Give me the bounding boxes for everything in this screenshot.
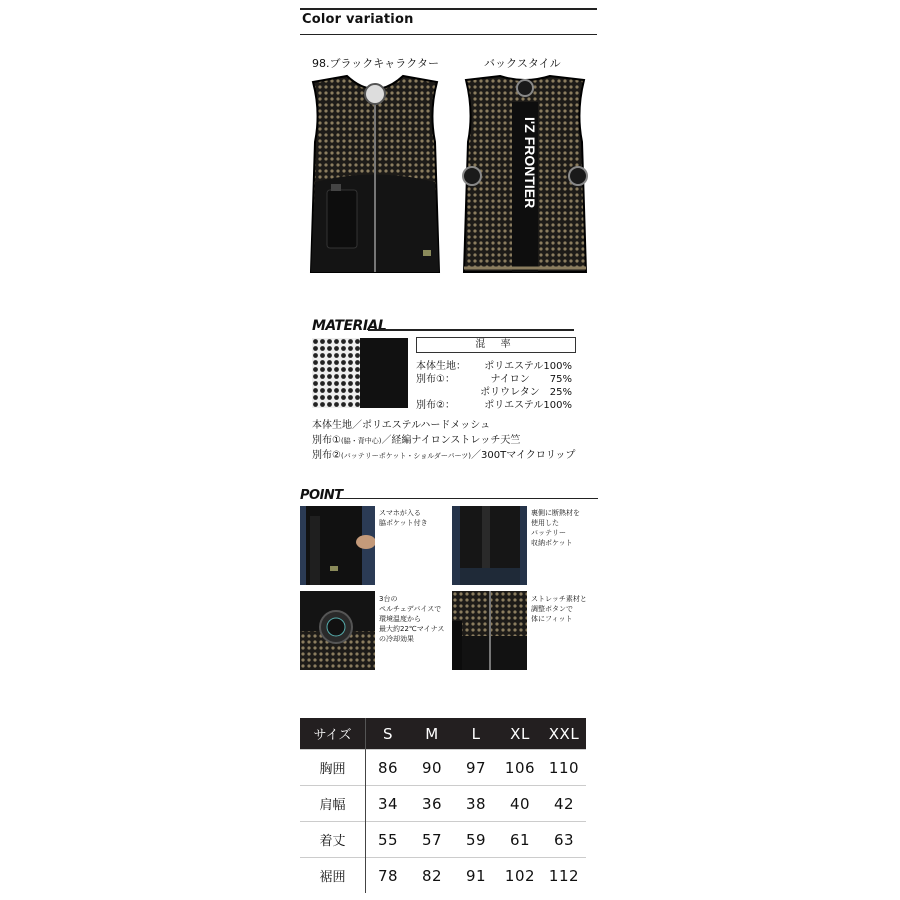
- row-label: 裾囲: [300, 858, 366, 894]
- vest-back-image: [460, 72, 590, 282]
- table-cell: 90: [410, 750, 454, 786]
- color-variation-title: Color variation: [302, 12, 414, 27]
- table-cell: 36: [410, 786, 454, 822]
- row-label: 肩幅: [300, 786, 366, 822]
- table-cell: 40: [498, 786, 542, 822]
- material-row: 本体生地： ポリエステル100%: [416, 361, 572, 372]
- point-image-battery-pocket: [452, 506, 527, 585]
- row-label: 胸囲: [300, 750, 366, 786]
- table-cell: 42: [542, 786, 586, 822]
- size-header-xl: XL: [498, 718, 542, 750]
- vest-front-image: [305, 72, 445, 282]
- point-image-side-pocket: [300, 506, 375, 585]
- table-cell: 34: [366, 786, 411, 822]
- table-cell: 63: [542, 822, 586, 858]
- material-row: ポリウレタン 25%: [480, 387, 572, 398]
- table-row: [300, 822, 586, 858]
- table-cell: 102: [498, 858, 542, 894]
- table-cell: 97: [454, 750, 498, 786]
- back-style-label: バックスタイル: [484, 57, 561, 70]
- material-title: MATERIAL: [312, 318, 387, 334]
- point-text-stretch-fit: ストレッチ素材と 調整ボタンで 体にフィット: [531, 595, 587, 623]
- material-underline: [368, 329, 574, 331]
- table-cell: 110: [542, 750, 586, 786]
- point-title: POINT: [300, 488, 343, 503]
- table-cell: 106: [498, 750, 542, 786]
- point-text-side-pocket: スマホが入る 脇ポケット付き: [379, 509, 428, 527]
- size-table: [300, 718, 586, 893]
- table-cell: 78: [366, 858, 411, 894]
- table-cell: 112: [542, 858, 586, 894]
- table-row: [300, 750, 586, 786]
- size-table-header-label: サイズ: [300, 718, 366, 750]
- material-row: 別布①： ナイロン 75%: [416, 374, 572, 385]
- fabric-swatch-image: [312, 338, 408, 408]
- table-cell: 57: [410, 822, 454, 858]
- table-cell: 38: [454, 786, 498, 822]
- size-header-xxl: XXL: [542, 718, 586, 750]
- point-image-peltier-device: [300, 591, 375, 670]
- table-row: [300, 858, 586, 894]
- table-cell: 86: [366, 750, 411, 786]
- size-header-l: L: [454, 718, 498, 750]
- point-text-peltier-device: 3台の ペルチェデバイスで 環境温度から 最大約22℃マイナス の冷却効果: [379, 595, 445, 643]
- material-desc-sub1: 別布①(脇・背中心)／経編ナイロンストレッチ天竺: [312, 435, 521, 446]
- table-cell: 59: [454, 822, 498, 858]
- table-cell: 91: [454, 858, 498, 894]
- point-underline: [336, 498, 598, 499]
- table-cell: 55: [366, 822, 411, 858]
- material-desc-main: 本体生地／ポリエステルハードメッシュ: [312, 420, 491, 431]
- top-divider: [300, 8, 597, 10]
- size-header-m: M: [410, 718, 454, 750]
- table-cell: 82: [410, 858, 454, 894]
- back-brand-print: I'Z FRONTIER: [522, 117, 538, 209]
- point-text-battery-pocket: 裏側に断熱材を 使用した バッテリー 収納ポケット: [531, 509, 580, 547]
- size-header-s: S: [366, 718, 411, 750]
- point-image-stretch-fit: [452, 591, 527, 670]
- row-label: 着丈: [300, 822, 366, 858]
- table-row: [300, 786, 586, 822]
- size-table-header-row: [300, 718, 586, 750]
- front-color-label: 98.ブラックキャラクター: [312, 57, 440, 70]
- mix-ratio-header: 混 率: [416, 337, 576, 353]
- table-cell: 61: [498, 822, 542, 858]
- material-row: 別布②： ポリエステル100%: [416, 400, 572, 411]
- material-desc-sub2: 別布②(バッテリーポケット・ショルダーパーツ)／300Tマイクロリップ: [312, 450, 576, 461]
- color-variation-underline: [300, 34, 597, 35]
